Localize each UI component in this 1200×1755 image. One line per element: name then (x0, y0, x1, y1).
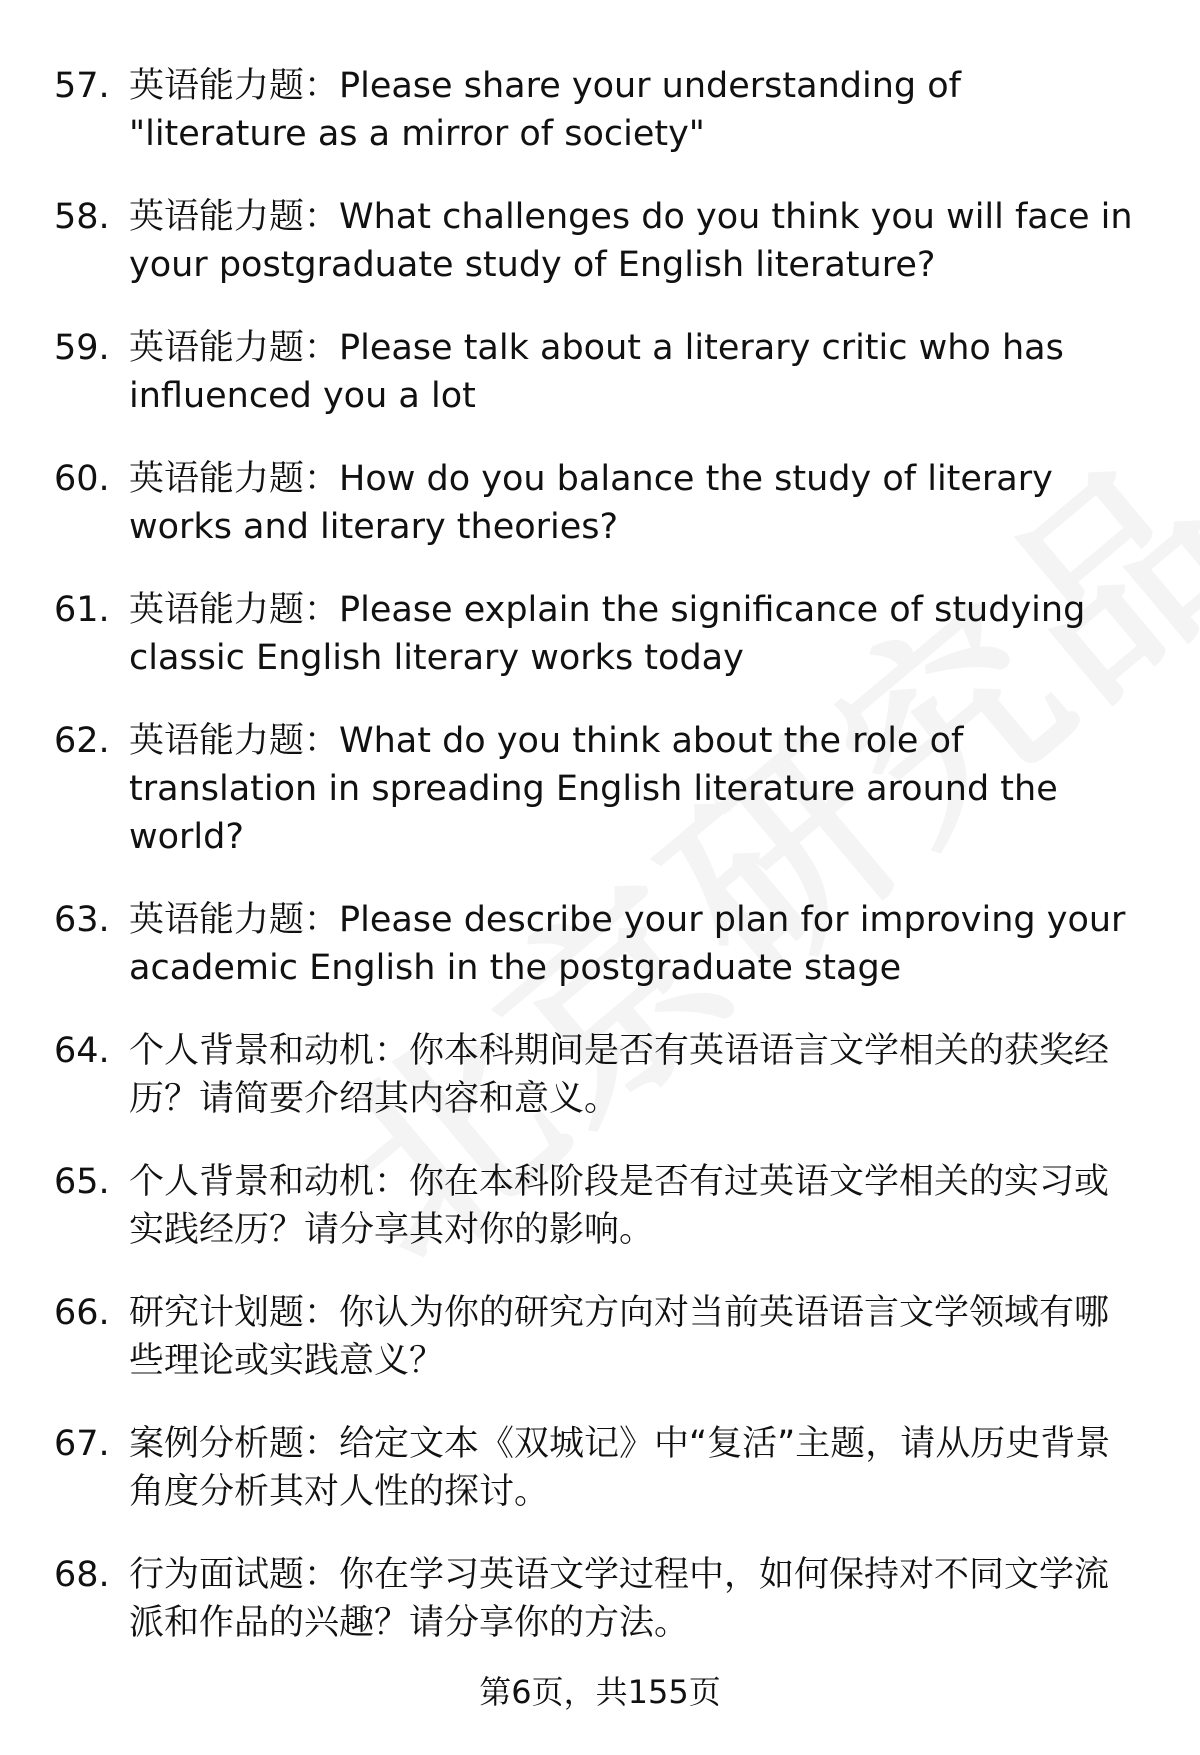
question-text: 英语能力题：Please explain the significance of studying classic English literary works today (129, 590, 1086, 678)
question-text: 英语能力题：How do you balance the study of literary works and literary theories? (129, 459, 1053, 547)
question-number: 62. (54, 721, 110, 761)
question-text: 个人背景和动机：你本科期间是否有英语语言文学相关的获奖经历？请简要介绍其内容和意义。 (129, 1031, 1110, 1119)
question-number: 67. (54, 1424, 110, 1464)
question-item (0, 1027, 1200, 1123)
question-text: 英语能力题：What challenges do you think you will face in your postgraduate study of English literature? (129, 197, 1133, 285)
question-number: 60. (54, 459, 110, 499)
question-item (0, 586, 1200, 682)
page-footer: 第6页，共155页 (479, 1673, 721, 1711)
question-number: 68. (54, 1555, 110, 1595)
question-text: 个人背景和动机：你在本科阶段是否有过英语文学相关的实习或实践经历？请分享其对你的影响。 (129, 1162, 1110, 1250)
question-text: 研究计划题：你认为你的研究方向对当前英语语言文学领域有哪些理论或实践意义？ (129, 1293, 1110, 1381)
question-item (0, 1289, 1200, 1385)
question-text: 英语能力题：Please describe your plan for improving your academic English in the postgraduate stage (129, 900, 1126, 988)
question-list (0, 62, 1200, 1682)
question-item (0, 717, 1200, 861)
question-item (0, 1158, 1200, 1254)
question-text: 英语能力题：Please talk about a literary critic who has influenced you a lot (129, 328, 1064, 416)
question-number: 57. (54, 66, 110, 106)
question-number: 59. (54, 328, 110, 368)
question-item (0, 896, 1200, 992)
question-text: 英语能力题：Please share your understanding of "literature as a mirror of society" (129, 66, 961, 154)
question-item (0, 455, 1200, 551)
question-item (0, 1420, 1200, 1516)
question-number: 66. (54, 1293, 110, 1333)
question-number: 61. (54, 590, 110, 630)
question-text: 案例分析题：给定文本《双城记》中“复活”主题，请从历史背景角度分析其对人性的探讨。 (129, 1424, 1111, 1512)
question-number: 63. (54, 900, 110, 940)
question-number: 58. (54, 197, 110, 237)
question-item (0, 1551, 1200, 1647)
question-number: 65. (54, 1162, 110, 1202)
question-number: 64. (54, 1031, 110, 1071)
question-item (0, 324, 1200, 420)
question-text: 英语能力题：What do you think about the role of translation in spreading English literature around the world? (129, 721, 1058, 857)
question-text: 行为面试题：你在学习英语文学过程中，如何保持对不同文学流派和作品的兴趣？请分享你的方法。 (129, 1555, 1110, 1643)
question-item (0, 193, 1200, 289)
question-item (0, 62, 1200, 158)
